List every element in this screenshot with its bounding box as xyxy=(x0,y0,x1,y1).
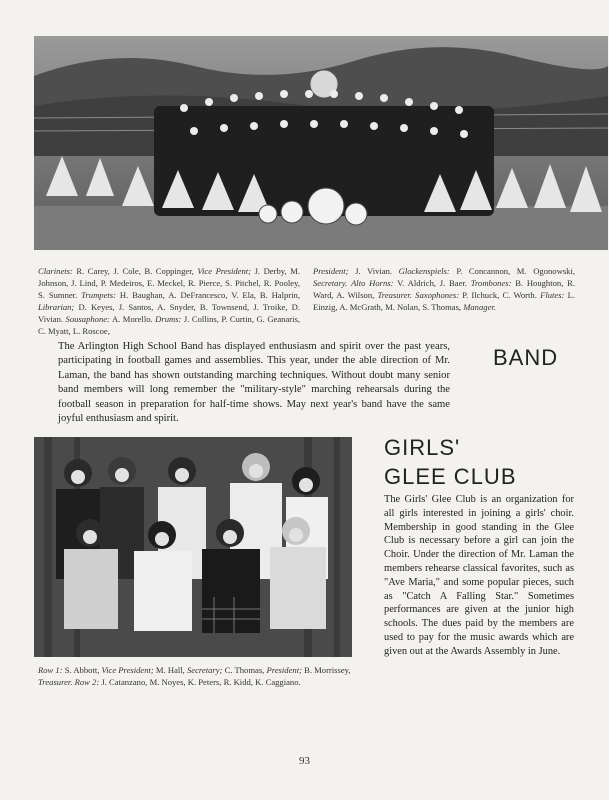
caption-run: D. Keyes, J. Santos, A. Snyder, B. Townsend, J. Troike, D. Vivian. xyxy=(38,302,300,324)
caption-run: Saxophones: xyxy=(415,290,460,300)
caption-run: President; xyxy=(266,665,302,675)
band-photo xyxy=(34,36,608,250)
caption-run: Row 1: xyxy=(38,665,63,675)
caption-run: L. Einzig, A. McGrath, M. Nolan, S. Thomas, xyxy=(313,290,576,312)
caption-run: Secretary. xyxy=(313,278,348,288)
caption-run: Vice President; xyxy=(101,665,154,675)
band-roster-caption-right xyxy=(313,265,575,313)
glee-roster-caption xyxy=(38,664,356,688)
caption-run: A. Morello. xyxy=(109,314,156,324)
band-description: The Arlington High School Band has displayed enthusiasm and spirit over the past years, participating in football games and assemblies. This year, under the able direction of Mr. Laman, the band has shown outstanding marching techniques. Without doubt many senior band members will long remember the "military-style" marching rehearsals during the football season in preparation for half-time shows. May next year's band have the same joyful enthusiasm and spirit. xyxy=(58,341,450,425)
caption-run: Drums: xyxy=(155,314,182,324)
caption-run: B. Houghton, R. Ward, A. Wilson, xyxy=(313,278,575,300)
caption-run: B. Morrissey, xyxy=(301,665,351,675)
caption-run: M. Hall, xyxy=(153,665,187,675)
caption-run: Glockenspiels: xyxy=(398,266,450,276)
caption-run: J. Collins, P. Curtin, G. Geanaris, C. Myatt, L. Roscoe, xyxy=(38,314,301,336)
band-heading: BAND xyxy=(493,345,559,370)
caption-run: President; xyxy=(313,266,349,276)
caption-run: C. Thomas, xyxy=(222,665,267,675)
caption-run: Treasurer. xyxy=(377,290,412,300)
band-roster-caption-left xyxy=(38,265,300,337)
page-number: 93 xyxy=(299,755,310,767)
caption-run: J. Catanzano, M. Noyes, K. Peters, R. Kidd, K. Caggiano. xyxy=(99,677,301,687)
caption-run: Vice President; xyxy=(197,266,252,276)
caption-run: Alto Horns: xyxy=(351,278,394,288)
caption-run: J. Derby, M. Johnson, J. Lind, P. Medeiros, E. Meckel, R. Pierce, S. Pitchel, R. Pooley, S. Sumner. xyxy=(38,266,300,300)
caption-run: Manager. xyxy=(463,302,496,312)
caption-run: S. Abbott, xyxy=(62,665,102,675)
band-photo-image xyxy=(34,36,608,250)
glee-club-photo-image xyxy=(34,437,352,657)
caption-run: R. Carey, J. Cole, B. Coppinger, xyxy=(72,266,198,276)
caption-run: Trombones: xyxy=(470,278,512,288)
caption-run: Trumpets: xyxy=(81,290,116,300)
caption-run: Flutes: xyxy=(540,290,565,300)
glee-heading-line1: GIRLS' xyxy=(384,435,461,460)
caption-run: Librarian; xyxy=(38,302,75,312)
caption-run: Row 2: xyxy=(74,677,100,687)
caption-run: Clarinets: xyxy=(38,266,73,276)
glee-heading-line2: GLEE CLUB xyxy=(384,464,517,489)
caption-run: P. Ilchuck, C. Worth. xyxy=(459,290,541,300)
caption-run: Treasurer. xyxy=(38,677,73,687)
caption-run: Sousaphone: xyxy=(65,314,110,324)
caption-run: Secretary; xyxy=(186,665,223,675)
glee-description: The Girls' Glee Club is an organization for all girls interested in joining a girls' choir. Membership in good standing in the Glee Club is necessary before a girl can join the Choir. Under the direction of Mr. Laman the members rehearse classical favorites, such as "Ave Maria," and some popular pieces, such as "Catch A Falling Star." Sometimes performances are given at the junior high schools. The dues paid by the members are used to pay for the music awards which are given out at the Awards Assembly in June. xyxy=(384,494,574,657)
caption-run: V. Aldrich, J. Baer. xyxy=(393,278,471,288)
caption-run: P. Concannon, M. Ogonowski, xyxy=(449,266,575,276)
caption-run: J. Vivian. xyxy=(348,266,399,276)
caption-run: H. Baughan, A. DeFrancesco, V. Ela, B. Halprin, xyxy=(115,290,300,300)
glee-club-photo xyxy=(34,437,352,657)
